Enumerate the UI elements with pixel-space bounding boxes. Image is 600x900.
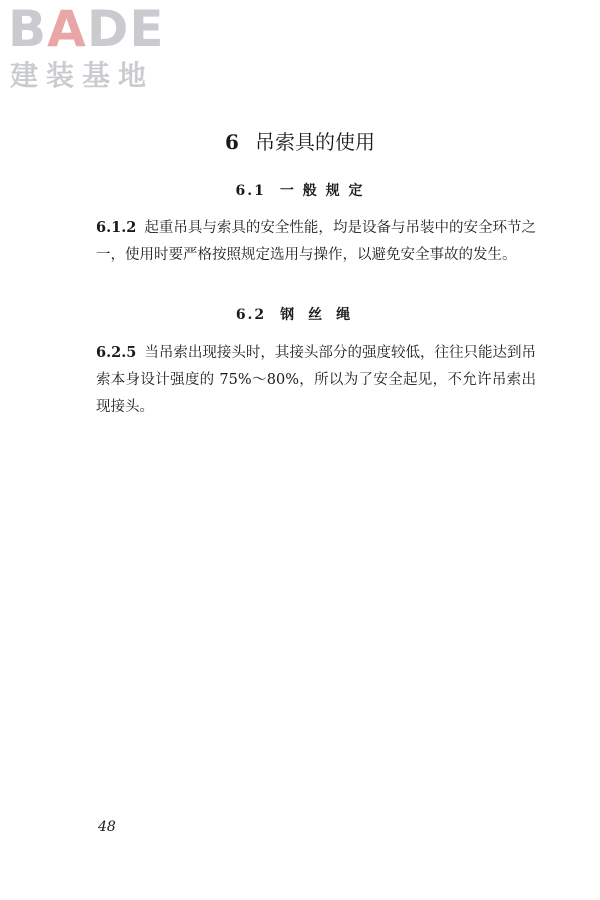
clause-number: 6.2.5 — [96, 344, 137, 361]
brand-letter-b: B — [8, 0, 48, 58]
chapter-title-text: 吊索具的使用 — [254, 130, 375, 154]
clause-text: 起重吊具与索具的安全性能，均是设备与吊装中的安全环节之一，使用时要严格按照规定选用与操作，以避免安全事故的发生。 — [96, 220, 536, 263]
brand-wordmark — [8, 0, 165, 58]
section-title-text: 一 般 规 定 — [279, 183, 365, 199]
brand-letter-a: A — [47, 0, 87, 58]
section-number: 6.2 — [235, 307, 267, 323]
page-number: 48 — [98, 819, 116, 835]
section-heading-6-1 — [0, 180, 600, 200]
brand-letters-de: DE — [86, 0, 165, 58]
clause-6-1-2 — [96, 214, 536, 269]
watermark-logo — [8, 0, 183, 99]
clause-6-2-5 — [96, 339, 536, 421]
chapter-title — [0, 126, 600, 155]
section-title-text: 钢丝绳 — [280, 307, 365, 323]
clause-number: 6.1.2 — [96, 219, 137, 236]
clause-text: 当吊索出现接头时，其接头部分的强度较低，往往只能达到吊索本身设计强度的 75%～80%，所以为了安全起见，不允许吊索出现接头。 — [96, 345, 536, 415]
chapter-number: 6 — [225, 130, 239, 154]
section-number: 6.1 — [235, 183, 266, 199]
brand-subtitle: 建装基地 — [10, 59, 155, 92]
section-heading-6-2 — [0, 304, 600, 324]
